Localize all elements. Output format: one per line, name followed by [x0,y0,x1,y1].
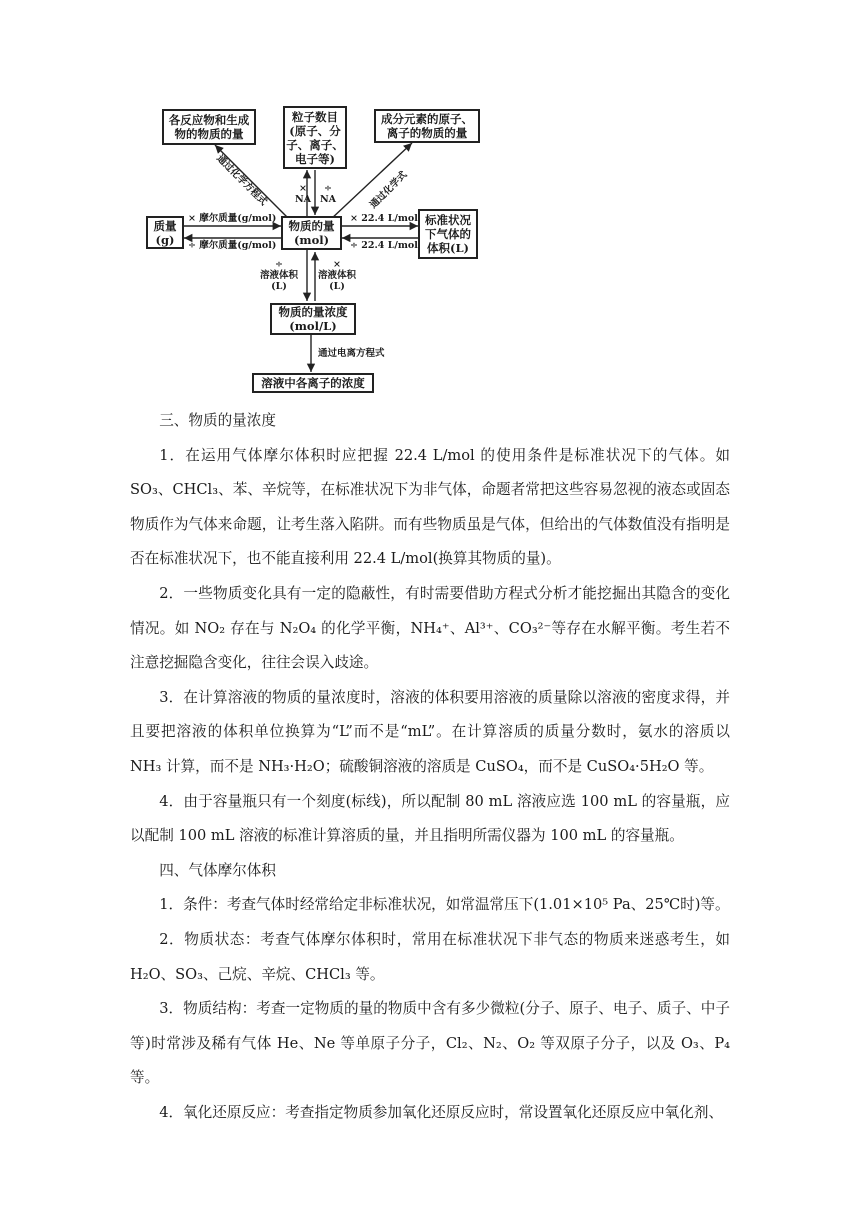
label-times-na: × NA [295,183,312,205]
label-div-volume: ÷ 溶液体积 (L) [260,259,299,292]
label-div-na: ÷ NA [320,183,337,205]
label-via-equation: 通过化学方程式 [214,153,270,208]
paragraph-2: 2．一些物质变化具有一定的隐蔽性，有时需要借助方程式分析才能挖掘出其隐含的变化情况。如 NO₂ 存在与 N₂O₄ 的化学平衡，NH₄⁺、Al³⁺、CO₃²⁻等存在水解平衡。考生若不注意挖掘隐含变化，往往会误入歧途。 [130,584,730,672]
item-4: 4．氧化还原反应：考查指定物质参加氧化还原反应时，常设置氧化还原反应中氧化剂、 [159,1103,724,1121]
label-times-molar-mass: × 摩尔质量(g/mol) [188,213,277,224]
item-2: 2．物质状态：考查气体摩尔体积时，常用在标准状况下非气态的物质来迷惑考生，如 H₂O、SO₃、己烷、辛烷、CHCl₃ 等。 [130,930,730,983]
box-elements: 成分元素的原子、 离子的物质的量 [374,109,480,143]
box-ion-concentration: 溶液中各离子的浓度 [252,373,374,393]
box-moles: 物质的量 (mol) [281,216,342,250]
box-particles: 粒子数目 (原子、分 子、离子、 电子等) [283,106,347,169]
box-gas: 标准状况 下气体的 体积(L) [418,209,478,259]
conversion-diagram [140,105,486,399]
paragraph-4: 4．由于容量瓶只有一个刻度(标线)，所以配制 80 mL 溶液应选 100 mL 的容量瓶，应以配制 100 mL 溶液的标准计算溶质的量，并且指明所需仪器为 100 mL 的容量瓶。 [130,792,730,845]
paragraph-3: 3．在计算溶液的物质的量浓度时，溶液的体积要用溶液的质量除以溶液的密度求得，并且要把溶液的体积单位换算为“L”而不是“mL”。在计算溶质的质量分数时，氨水的溶质以 NH₃ 计算，而不是 NH₃·H₂O；硫酸铜溶液的溶质是 CuSO₄，而不是 CuSO₄·5H₂O 等。 [130,688,730,775]
label-times-volume: × 溶液体积 (L) [318,259,357,292]
label-times-22-4: × 22.4 L/mol [350,213,418,224]
box-reactants: 各反应物和生成 物的物质的量 [162,109,256,145]
label-div-22-4: ÷ 22.4 L/mol [350,240,418,251]
label-via-ionization: 通过电离方程式 [318,348,385,359]
label-div-molar-mass: ÷ 摩尔质量(g/mol) [188,240,277,251]
label-via-formula: 通过化学式 [368,169,410,211]
box-mass: 质量 (g) [146,216,184,249]
section-heading-4: 四、气体摩尔体积 [159,861,276,879]
box-concentration: 物质的量浓度 (mol/L) [270,303,356,335]
body-text [130,404,730,1130]
section-heading-3: 三、物质的量浓度 [159,412,276,429]
item-1: 1．条件：考查气体时经常给定非标准状况，如常温常压下(1.01×10⁵ Pa、25℃时)等。 [159,896,730,914]
item-3: 3．物质结构：考查一定物质的量的物质中含有多少微粒(分子、原子、电子、质子、中子等)时常涉及稀有气体 He、Ne 等单原子分子，Cl₂、N₂、O₂ 等双原子分子，以及 O₃、P₄ 等。 [130,1000,730,1087]
paragraph-1: 1．在运用气体摩尔体积时应把握 22.4 L/mol 的使用条件是标准状况下的气体。如 SO₃、CHCl₃、苯、辛烷等，在标准状况下为非气体，命题者常把这些容易忽视的液态或固态物质作为气体来命题，让考生落入陷阱。而有些物质虽是气体，但给出的气体数值没有指明是否在标准状况下，也不能直接利用 22.4 L/mol(换算其物质的量)。 [130,446,730,568]
